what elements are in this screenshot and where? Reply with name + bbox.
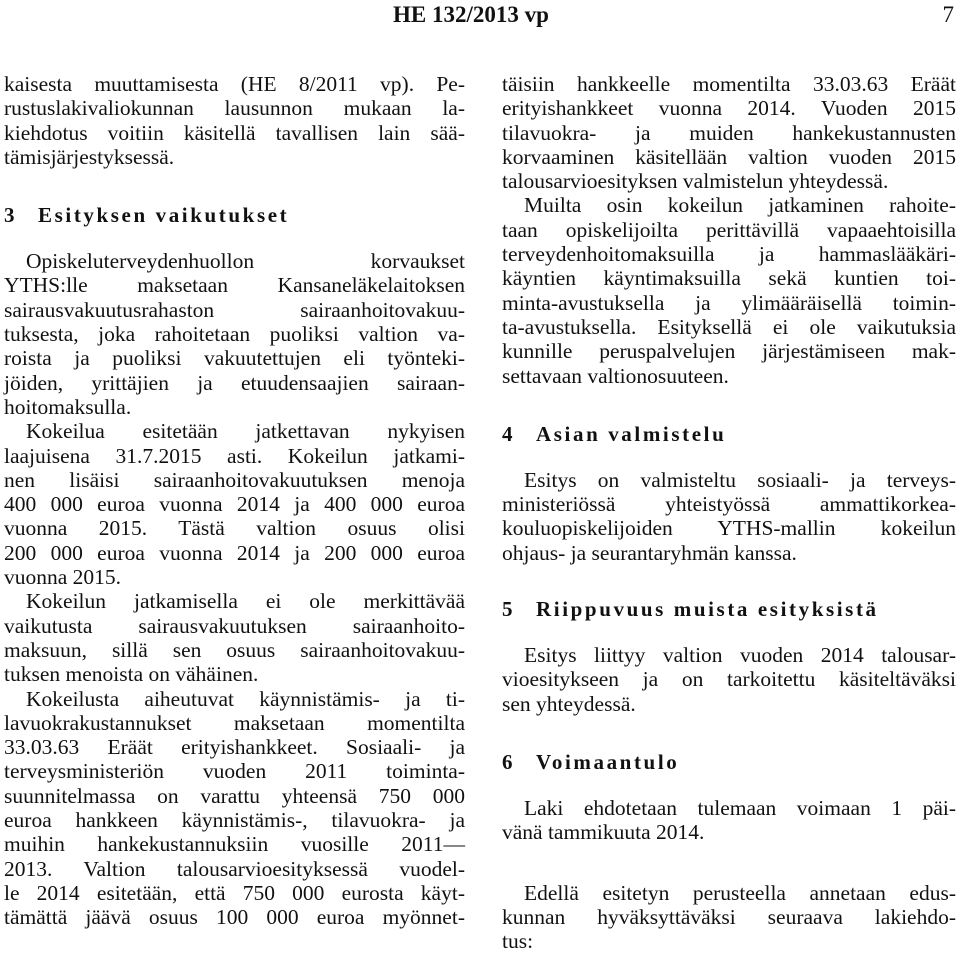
text-line: tilavuokra- ja muiden hankekustannusten: [502, 120, 956, 145]
text-line: käyntien käyntimaksuilla sekä kuntien toi-: [502, 266, 956, 291]
paragraph-9: [502, 881, 956, 954]
text-line: Esitys liittyy valtion vuoden 2014 talousar-: [524, 643, 956, 668]
text-line: vuonna 2015. Tästä valtion osuus olisi: [4, 516, 465, 541]
text-line: kiehdotus voitiin käsitellä tavallisen lain sää-: [4, 120, 465, 145]
text-line: kaisesta muuttamisesta (HE 8/2011 vp). Pe-: [4, 72, 465, 96]
text-line: rustuslakivaliokunnan lausunnon mukaan la-: [4, 96, 465, 121]
text-line: täisiin hankkeelle momentilta 33.03.63 Eräät: [502, 72, 956, 96]
text-line: 2013. Valtion talousarvioesityksessä vuodel-: [4, 856, 465, 881]
text-line: korvaaminen käsitellään valtion vuoden 2015: [502, 144, 956, 169]
right-column: [502, 72, 956, 953]
section-title: Asian valmistelu: [536, 421, 727, 446]
text-line: roista ja puoliksi vakuutettujen eli työnteki-: [4, 346, 465, 371]
text-line: Edellä esitetyn perusteella annetaan edus-: [524, 880, 956, 905]
text-line: euroa hankkeen käynnistämis-, tilavuokra- ja: [4, 808, 465, 833]
text-line: tuksesta, joka rahoitetaan puoliksi valtion va-: [4, 322, 465, 347]
text-line: 400 000 euroa vuonna 2014 ja 400 000 euroa: [4, 492, 465, 517]
section-heading-3: [4, 203, 465, 227]
text-line: hoitomaksulla.: [4, 394, 132, 419]
page-number: 7: [942, 2, 954, 27]
paragraph-intro: [4, 72, 465, 169]
left-column: [4, 72, 465, 930]
text-line: ohjaus- ja seurantaryhmän kanssa.: [502, 540, 797, 565]
text-line: lavuokrakustannukset maksetaan momentilta: [4, 710, 465, 735]
section-number: 6: [502, 749, 513, 774]
text-line: laajuisena 31.7.2015 asti. Kokeilun jatkami-: [4, 443, 465, 468]
paragraph-1: [4, 249, 465, 419]
text-line: vuonna 2015.: [4, 565, 122, 590]
section-number: 3: [4, 203, 15, 228]
text-line: YTHS:lle maksetaan Kansaneläkelaitoksen: [4, 273, 465, 298]
text-line: taan opiskelijoilta perittävillä vapaaehtoisilla: [502, 217, 956, 242]
section-title: Voimaantulo: [536, 749, 680, 774]
text-line: suunnitelmassa on varattu yhteensä 750 000: [4, 783, 465, 808]
paragraph-continued: [502, 72, 956, 193]
text-line: tämisjärjestyksessä.: [4, 144, 175, 169]
text-line: Esitys on valmisteltu sosiaali- ja terveys-: [524, 467, 956, 492]
text-line: kouluopiskelijoiden YTHS-mallin kokeilun: [502, 516, 956, 541]
section-title: Esityksen vaikutukset: [38, 203, 290, 228]
paragraph-2: [4, 419, 465, 589]
paragraph-8: [502, 796, 956, 845]
text-line: ta-avustuksella. Esityksellä ei ole vaikutuksia: [502, 314, 956, 339]
text-line: terveysministeriön vuoden 2011 toiminta-: [4, 759, 465, 784]
text-line: 200 000 euroa vuonna 2014 ja 200 000 euroa: [4, 540, 465, 565]
text-line: settavaan valtionosuuteen.: [502, 363, 729, 388]
text-line: muihin hankekustannuksiin vuosille 2011—: [4, 832, 465, 857]
text-line: nen lisäisi sairaanhoitovakuutuksen menoja: [4, 467, 465, 492]
text-line: vioesitykseen ja on tarkoitettu käsiteltäväksi: [502, 667, 956, 692]
text-line: le 2014 esitetään, että 750 000 eurosta käyt-: [4, 880, 465, 905]
text-line: sen yhteydessä.: [502, 691, 636, 716]
text-line: kunnan hyväksyttäväksi seuraava lakiehdo-: [502, 904, 956, 929]
text-line: sairausvakuutusrahaston sairaanhoitovakuu-: [4, 297, 465, 322]
paragraph-4: [4, 687, 465, 930]
section-number: 4: [502, 421, 513, 446]
text-line: Muilta osin kokeilun jatkaminen rahoite-: [524, 193, 956, 218]
text-line: Kokeilusta aiheutuvat käynnistämis- ja ti-: [26, 686, 465, 711]
text-line: minta-avustuksella ja ylimääräisellä toimin-: [502, 290, 956, 315]
text-line: Laki ehdotetaan tulemaan voimaan 1 päi-: [524, 795, 956, 820]
text-line: Kokeilua esitetään jatkettavan nykyisen: [26, 419, 465, 444]
paragraph-3: [4, 589, 465, 686]
section-title: Riippuvuus muista esityksistä: [536, 597, 879, 622]
section-number: 5: [502, 597, 513, 622]
text-line: terveydenhoitomaksuilla ja hammaslääkäri-: [502, 242, 956, 267]
section-heading-5: [502, 597, 956, 621]
paragraph-7: [502, 643, 956, 716]
text-line: talousarvioesityksen valmistelun yhteydessä.: [502, 169, 889, 194]
text-line: kunnille peruspalvelujen järjestämiseen mak-: [502, 339, 956, 364]
section-heading-4: [502, 422, 956, 446]
section-heading-6: [502, 750, 956, 774]
text-line: erityishankkeet vuonna 2014. Vuoden 2015: [502, 96, 956, 121]
text-line: tämättä jäävä osuus 100 000 euroa myönnet-: [4, 905, 465, 930]
text-line: maksuun, sillä sen osuus sairaanhoitovakuu-: [4, 637, 465, 662]
text-line: vänä tammikuuta 2014.: [502, 820, 705, 845]
text-line: vaikutusta sairausvakuutuksen sairaanhoito-: [4, 613, 465, 638]
text-line: tuksen menoista on vähäinen.: [4, 662, 259, 687]
paragraph-6: [502, 468, 956, 565]
text-line: Kokeilun jatkamisella ei ole merkittävää: [26, 589, 465, 614]
text-line: tus:: [502, 929, 534, 954]
text-line: ministeriössä yhteistyössä ammattikorkea-: [502, 492, 956, 517]
text-line: Opiskeluterveydenhuollon korvaukset: [26, 249, 465, 274]
paragraph-5: [502, 193, 956, 387]
text-line: jöiden, yrittäjien ja etuudensaajien sairaan-: [4, 370, 465, 395]
page-header-title: HE 132/2013 vp: [393, 2, 549, 27]
text-line: 33.03.63 Eräät erityishankkeet. Sosiaali- ja: [4, 735, 465, 760]
